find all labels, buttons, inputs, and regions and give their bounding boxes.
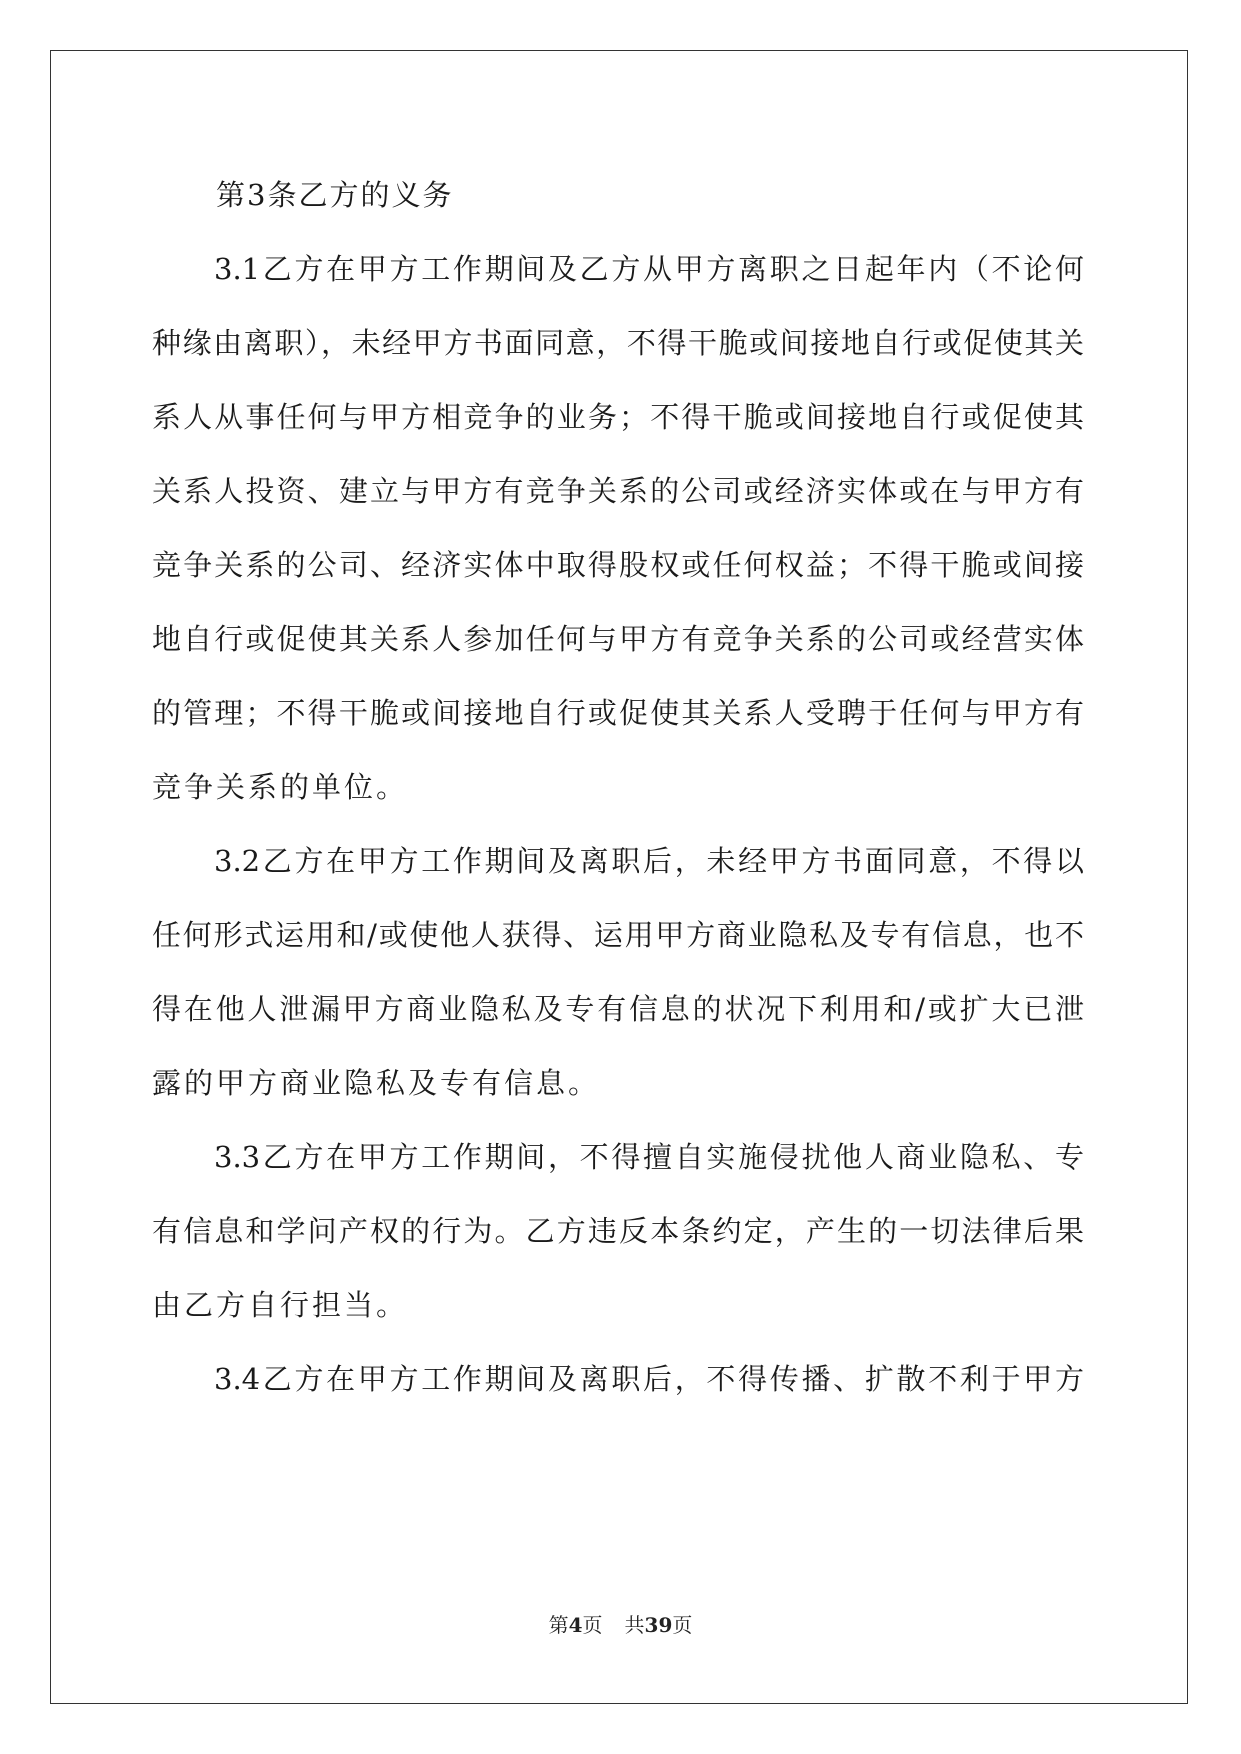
paragraph-line: 3.4乙方在甲方工作期间及离职后，不得传播、扩散不利于甲方 <box>214 1362 1084 1396</box>
paragraph-line: 由乙方自行担当。 <box>152 1288 409 1322</box>
paragraph-line: 竞争关系的单位。 <box>152 770 409 804</box>
paragraph-line: 任何形式运用和/或使他人获得、运用甲方商业隐私及专有信息，也不 <box>152 918 1084 952</box>
paragraph-line: 3.3乙方在甲方工作期间，不得擅自实施侵扰他人商业隐私、专 <box>214 1140 1084 1174</box>
paragraph-line: 系人从事任何与甲方相竞争的业务；不得干脆或间接地自行或促使其 <box>152 400 1084 434</box>
paragraph-3-1 <box>152 232 1084 824</box>
paragraph-3-2 <box>152 824 1084 1120</box>
paragraph-line: 3.1乙方在甲方工作期间及乙方从甲方离职之日起年内（不论何 <box>214 252 1084 286</box>
paragraph-line: 竞争关系的公司、经济实体中取得股权或任何权益；不得干脆或间接 <box>152 548 1084 582</box>
paragraph-line: 的管理；不得干脆或间接地自行或促使其关系人受聘于任何与甲方有 <box>152 696 1084 730</box>
paragraph-line: 地自行或促使其关系人参加任何与甲方有竞争关系的公司或经营实体 <box>152 622 1084 656</box>
total-pages: 39 <box>644 1613 673 1637</box>
page-suffix: 页 <box>582 1613 603 1637</box>
section-heading: 第3条乙方的义务 <box>216 178 454 212</box>
paragraph-line: 关系人投资、建立与甲方有竞争关系的公司或经济实体或在与甲方有 <box>152 474 1084 508</box>
paragraph-3-4 <box>152 1342 1084 1416</box>
paragraph-line: 3.2乙方在甲方工作期间及离职后，未经甲方书面同意，不得以 <box>214 844 1084 878</box>
page-number: 4 <box>568 1613 583 1637</box>
paragraph-line: 种缘由离职），未经甲方书面同意，不得干脆或间接地自行或促使其关 <box>152 326 1084 360</box>
document-body <box>152 158 1084 1416</box>
paragraph-3-3 <box>152 1120 1084 1342</box>
page-footer <box>0 1609 1241 1638</box>
page-prefix: 第 <box>548 1613 569 1637</box>
paragraph-line: 得在他人泄漏甲方商业隐私及专有信息的状况下利用和/或扩大已泄 <box>152 992 1084 1026</box>
paragraph-line: 露的甲方商业隐私及专有信息。 <box>152 1066 601 1100</box>
total-suffix: 页 <box>672 1613 693 1637</box>
total-prefix: 共 <box>624 1613 645 1637</box>
paragraph-line: 有信息和学问产权的行为。乙方违反本条约定，产生的一切法律后果 <box>152 1214 1084 1248</box>
